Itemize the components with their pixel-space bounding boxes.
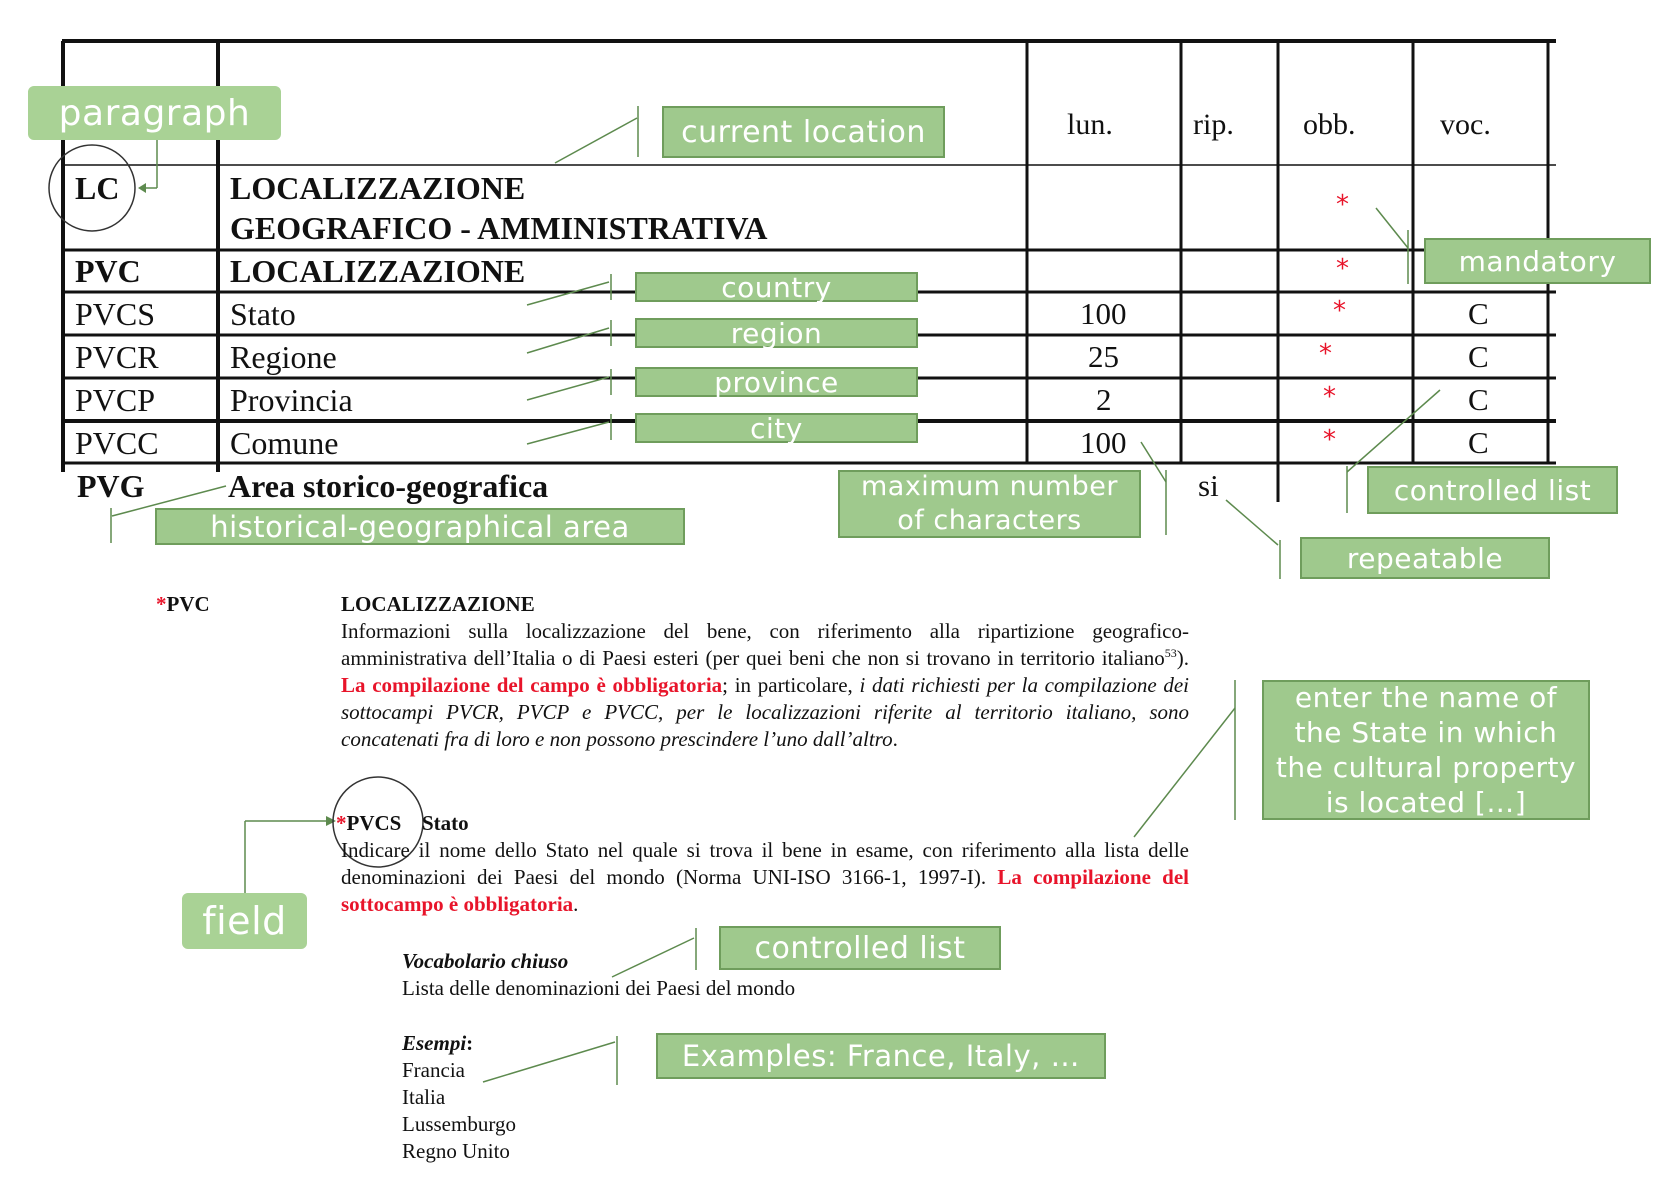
- label-max-characters: [838, 470, 1141, 538]
- label-enter-name-line1: enter the name of: [1294, 681, 1558, 714]
- row-pvcs-voc: C: [1468, 296, 1489, 331]
- doc-pvc-code: PVC: [166, 592, 210, 616]
- row-lc-code: LC: [75, 170, 120, 206]
- row-pvcr-obb: *: [1319, 339, 1332, 369]
- doc-pvcs-p1: Indicare il nome dello Stato nel quale si trova il bene in esame, con riferimento alla lista delle denominazioni dei Paesi del mondo (Norma UNI-ISO 3166-1, 1997-I).: [341, 838, 1189, 889]
- doc-example-item: Francia: [402, 1058, 465, 1082]
- doc-pvcs-end: .: [573, 892, 579, 916]
- row-pvcs-lun: 100: [1080, 296, 1127, 331]
- label-current-location: current location: [662, 106, 945, 158]
- doc-examples-colon: :: [466, 1031, 474, 1055]
- row-pvcr-voc: C: [1468, 339, 1489, 374]
- label-controlled-list-bottom: controlled list: [719, 926, 1001, 970]
- row-pvg-label: Area storico-geografica: [228, 468, 549, 504]
- doc-pvcs-title: Stato: [422, 811, 469, 835]
- row-pvcp-label: Provincia: [230, 382, 353, 418]
- doc-pvc-end: .: [892, 727, 898, 751]
- doc-pvc-p3: ; in particolare,: [722, 673, 860, 697]
- row-pvc-code: PVC: [75, 253, 141, 289]
- doc-pvc-p2: ).: [1176, 646, 1189, 670]
- label-repeatable: repeatable: [1300, 537, 1550, 579]
- label-max-characters-line1: maximum number: [860, 471, 1118, 502]
- doc-pvcs-paragraph: [341, 837, 1189, 918]
- doc-pvc-italic: i dati richiesti per la compilazione dei sottocampi PVCR, PVCP e PVCC, per le localizzazioni riferite al territorio italiano, sono concatenati fra di loro e non possono prescindere l’uno dall’altro: [341, 673, 1189, 751]
- row-pvcp-obb: *: [1323, 382, 1336, 412]
- row-pvcc-obb: *: [1323, 425, 1336, 455]
- row-pvcp-voc: C: [1468, 382, 1489, 417]
- row-pvcs-label: Stato: [230, 296, 296, 332]
- row-pvc-obb: *: [1336, 254, 1349, 284]
- label-region: region: [635, 318, 918, 348]
- row-pvg-code: PVG: [77, 468, 145, 504]
- doc-pvc-footnote: 53: [1164, 646, 1177, 660]
- label-examples: Examples: France, Italy, …: [656, 1033, 1106, 1079]
- label-enter-name: [1262, 680, 1590, 820]
- doc-pvcs-code: PVCS: [346, 811, 402, 835]
- row-lc-label-1: LOCALIZZAZIONE: [230, 170, 526, 206]
- label-city: city: [635, 413, 918, 443]
- row-pvcc-label: Comune: [230, 425, 339, 461]
- label-country: country: [635, 272, 918, 302]
- row-pvcc-voc: C: [1468, 425, 1489, 460]
- row-lc-label-2: GEOGRAFICO - AMMINISTRATIVA: [230, 210, 768, 246]
- label-field: field: [182, 893, 307, 949]
- row-pvg-rip: si: [1198, 468, 1219, 503]
- doc-pvc-star: *: [156, 592, 167, 616]
- label-province: province: [635, 367, 918, 397]
- label-max-characters-line2: of characters: [897, 505, 1082, 536]
- row-pvcp-code: PVCP: [75, 382, 156, 418]
- doc-pvcs-star: *: [336, 811, 347, 835]
- header-voc: voc.: [1440, 108, 1491, 141]
- doc-pvc-paragraph: [341, 618, 1189, 753]
- label-enter-name-line4: is located […]: [1325, 786, 1527, 819]
- doc-pvc-red: La compilazione del campo è obbligatoria: [341, 673, 723, 697]
- doc-pvc-title: LOCALIZZAZIONE: [341, 592, 535, 616]
- doc-examples-heading: [402, 1030, 473, 1057]
- row-pvcc-code: PVCC: [75, 425, 159, 461]
- label-mandatory: mandatory: [1424, 238, 1651, 284]
- doc-pvc-p1: Informazioni sulla localizzazione del bene, con riferimento alla ripartizione geografico-amministrativa dell’Italia o di Paesi esteri (per quei beni che non si trovano in territorio italiano: [341, 619, 1189, 670]
- header-lun: lun.: [1067, 108, 1113, 141]
- row-pvcr-label: Regione: [230, 339, 337, 375]
- doc-pvcs-red: La compilazione del sottocampo è obbligatoria: [341, 865, 1189, 916]
- label-enter-name-line3: the cultural property: [1275, 751, 1577, 784]
- doc-example-item: Lussemburgo: [402, 1112, 516, 1136]
- label-enter-name-line2: the State in which: [1294, 716, 1558, 749]
- doc-vocab-text: Lista delle denominazioni dei Paesi del mondo: [402, 976, 796, 1000]
- row-pvcr-lun: 25: [1088, 339, 1119, 374]
- row-pvcp-lun: 2: [1096, 382, 1112, 417]
- label-controlled-list-top: controlled list: [1367, 466, 1618, 514]
- header-rip: rip.: [1193, 108, 1234, 141]
- doc-examples-title: Esempi: [402, 1031, 467, 1055]
- row-lc-obb: *: [1336, 190, 1349, 220]
- row-pvcs-code: PVCS: [75, 296, 156, 332]
- row-pvcs-obb: *: [1333, 296, 1346, 326]
- label-historical-area: historical-geographical area: [155, 508, 685, 545]
- doc-pvc-heading: [156, 591, 210, 618]
- label-paragraph: paragraph: [28, 86, 281, 140]
- doc-example-item: Regno Unito: [402, 1139, 510, 1163]
- doc-pvcs-heading: [336, 810, 401, 837]
- header-obb: obb.: [1303, 108, 1356, 141]
- row-pvcc-lun: 100: [1080, 425, 1127, 460]
- doc-vocab-title: Vocabolario chiuso: [402, 949, 569, 973]
- doc-example-item: Italia: [402, 1085, 446, 1109]
- row-pvc-label: LOCALIZZAZIONE: [230, 253, 526, 289]
- row-pvcr-code: PVCR: [75, 339, 159, 375]
